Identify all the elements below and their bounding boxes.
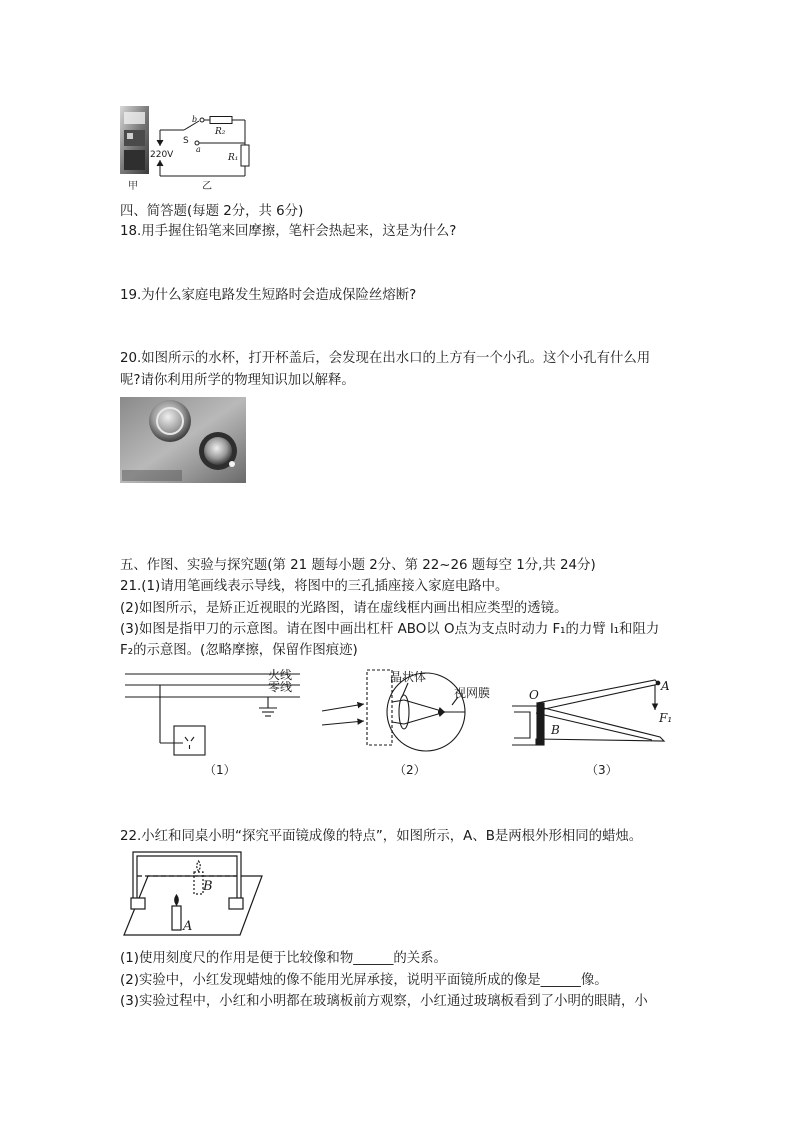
node-a-label: a	[196, 145, 201, 154]
candle-b-label: B	[203, 879, 213, 894]
candle-a-label: A	[183, 919, 193, 934]
question-22-stem: 22.小红和同桌小明“探究平面镜成像的特点”，如图所示，A、B是两根外形相同的蜡烛。	[120, 829, 643, 844]
circuit-diagram	[157, 117, 249, 177]
force-f1-label: F₁	[659, 711, 673, 725]
plane-mirror-figure	[124, 852, 262, 935]
appliance-photo	[120, 106, 149, 174]
question-22-sub1: (1)使用刻度尺的作用是便于比较像和物______的关系。	[120, 951, 447, 966]
question-18: 18.用手握住铅笔来回摩擦，笔杆会热起来，这是为什么?	[120, 224, 457, 239]
lens-label: 晶状体	[390, 670, 427, 684]
water-cup-photo	[120, 397, 246, 483]
figure-caption-1: （1）	[204, 763, 236, 777]
question-21-2: (2)如图所示，是矫正近视眼的光路图，请在虚线框内画出相应类型的透镜。	[120, 601, 568, 616]
question-22-sub2: (2)实验中，小红发现蜡烛的像不能用光屏承接，说明平面镜所成的像是______像。	[120, 973, 608, 988]
question-21-3-line2: F₂的示意图。(忽略摩擦，保留作图痕迹)	[120, 643, 358, 658]
question-20-line2: 呢?请你利用所学的物理知识加以解释。	[120, 373, 355, 388]
switch-label: S	[183, 136, 189, 146]
point-o-label: O	[529, 688, 539, 702]
label-yi: 乙	[202, 181, 212, 192]
neutral-wire-label: 零线	[268, 680, 293, 694]
figure-caption-2: （2）	[394, 763, 426, 777]
question-21-1: 21.(1)请用笔画线表示导线，将图中的三孔插座接入家庭电路中。	[120, 579, 509, 594]
label-jia: 甲	[128, 181, 138, 192]
point-b-label: B	[551, 723, 560, 737]
question-20-line1: 20.如图所示的水杯，打开杯盖后，会发现在出水口的上方有一个小孔。这个小孔有什么用	[120, 351, 651, 366]
question-19: 19.为什么家庭电路发生短路时会造成保险丝熔断?	[120, 288, 417, 303]
r1-label: R₁	[228, 153, 239, 163]
figure-caption-3: （3）	[586, 763, 618, 777]
section5-title: 五、作图、实验与探究题(第 21 题每小题 2分、第 22~26 题每空 1分,共 24分)	[120, 558, 596, 573]
r2-label: R₂	[215, 127, 226, 137]
voltage-label: 220V	[150, 150, 174, 160]
question-21-3-line1: (3)如图是指甲刀的示意图。请在图中画出杠杆 ABO以 O点为支点时动力 F₁的力臂 l₁和阻力	[120, 622, 660, 637]
retina-label: 视网膜	[454, 686, 491, 700]
question-22-sub3: (3)实验过程中，小红和小明都在玻璃板前方观察，小红通过玻璃板看到了小明的眼睛，小	[120, 994, 648, 1009]
node-b-label: b	[192, 115, 198, 124]
point-a-label: A	[661, 679, 670, 693]
live-wire-label: 火线	[268, 668, 293, 682]
section4-title: 四、简答题(每题 2分，共 6分)	[120, 204, 304, 219]
